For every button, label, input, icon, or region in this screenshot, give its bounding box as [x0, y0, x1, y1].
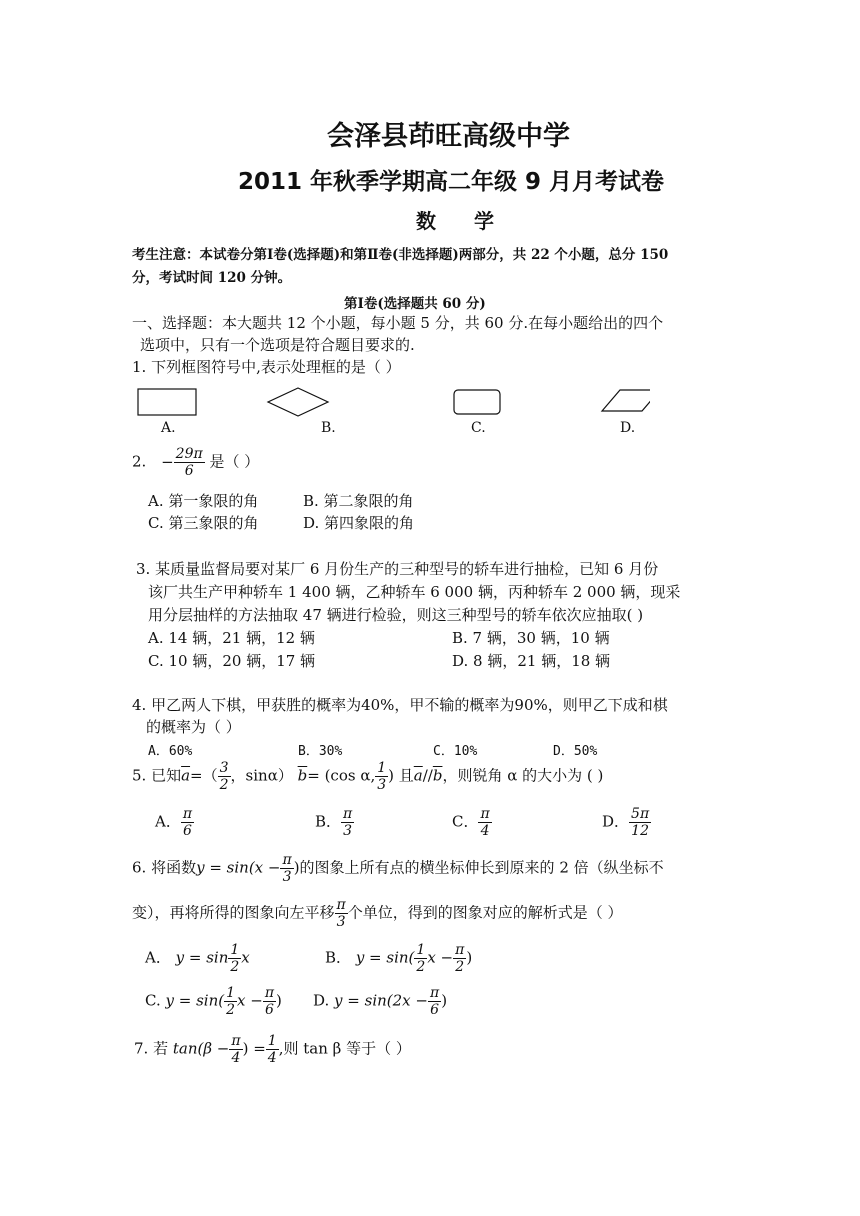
q7-den2: 4 [267, 1050, 277, 1066]
q6-option-a [145, 942, 250, 975]
q6-option-d-num: π [429, 985, 440, 1001]
q6-line2-b: 个单位，得到的图象对应的解析式是（ ） [347, 903, 623, 922]
q5-option-a-num: π [182, 806, 193, 822]
q5-a-tail: ，sinα） [230, 766, 293, 785]
q3-line-1: 3. 某质量监督局要对某厂 6 月份生产的三种型号的轿车进行抽检，已知 6 月份 [136, 560, 659, 578]
q6-mid: 的图象上所有点的横坐标伸长到原来的 2 倍（纵坐标不 [299, 858, 664, 877]
minus-sign: − [161, 452, 174, 471]
q6-option-b [325, 942, 472, 975]
q2-stem [132, 446, 259, 479]
q3-option-a: A. 14 辆，21 辆，12 辆 [148, 629, 315, 647]
q4-line-2: 的概率为（ ） [146, 718, 241, 736]
q5-option-a [155, 806, 194, 839]
rounded-rectangle-icon [454, 390, 500, 414]
q7-mid: ) = [242, 1039, 266, 1058]
q5-option-c-num: π [480, 806, 490, 822]
q4-option-c: C．10% [433, 744, 478, 759]
q5-b-frac-den: 3 [377, 777, 387, 793]
q7-num2: 1 [267, 1033, 277, 1049]
q5-option-c [452, 806, 492, 839]
exam-title: 2011 年秋季学期高二年级 9 月月考试卷 [238, 169, 665, 195]
q2-fraction-denominator: 6 [184, 463, 194, 479]
q6-option-c-mid: x − [237, 991, 263, 1010]
q3-option-b: B. 7 辆，30 辆，10 辆 [452, 629, 610, 647]
q5-lead: 5. 已知 [132, 766, 182, 785]
q6-option-b-den1: 2 [416, 959, 426, 975]
q5-a-frac-num: 3 [219, 760, 229, 776]
q3-option-c: C. 10 辆，20 辆，17 辆 [148, 652, 316, 670]
q2-number: 2. [132, 452, 147, 471]
q5-a-fraction [218, 760, 231, 793]
q1-stem: 1. 下列框图符号中,表示处理框的是（ ） [132, 358, 401, 376]
q4-option-a: A．60% [148, 744, 193, 759]
q6-option-c [145, 985, 282, 1018]
q6-option-b-post: ) [466, 948, 473, 967]
subject-title: 数学 [416, 209, 532, 233]
q6-option-a-num: 1 [230, 942, 240, 958]
q6-func-den: 3 [282, 869, 292, 885]
q5-b-eq: = (cos α, [307, 766, 376, 785]
q5-option-b-num: π [343, 806, 353, 822]
q6-option-c-num1: 1 [226, 985, 236, 1001]
q6-func-num: π [282, 852, 292, 868]
q5-option-b [315, 806, 354, 839]
q5-option-d-den: 12 [631, 823, 649, 839]
vector-a: $\overline{a}$ [181, 766, 191, 785]
q5-stem [132, 760, 603, 793]
q5-option-d [602, 806, 651, 839]
q3-option-d: D. 8 辆，21 辆，18 辆 [452, 652, 611, 670]
q6-shift-den: 3 [336, 914, 346, 930]
q5-a-eq: =（ [190, 766, 218, 785]
notice-line-1: 考生注意：本试卷分第Ⅰ卷(选择题)和第Ⅱ卷(非选择题)两部分，共 22 个小题，总分 150 [132, 247, 669, 263]
school-name: 会泽县茚旺高级中学 [327, 121, 570, 152]
notice-line-2: 分，考试时间 120 分钟。 [132, 270, 292, 286]
q5-option-c-label: C． [452, 812, 479, 831]
parallel-symbol: // [422, 766, 433, 785]
parallelogram-icon [602, 390, 650, 411]
q7-pre: tan(β − [172, 1039, 230, 1058]
q5-b-tail: ) 且 [388, 766, 414, 785]
q5-option-d-num: 5π [631, 806, 650, 822]
q6-function: y = sin(x − [196, 858, 281, 877]
q5-option-c-den: 4 [480, 823, 490, 839]
q6-option-c-num2: π [264, 985, 275, 1001]
q1-option-c-label: C. [471, 420, 486, 436]
q6-option-d [313, 985, 447, 1018]
vector-b: $\overline{b}$ [297, 766, 308, 785]
q5-option-a-label: A． [155, 812, 181, 831]
parallel-vector-a: $\overline{a}$ [413, 766, 423, 785]
q6-option-c-post: ) [276, 991, 282, 1010]
q5-a-frac-den: 2 [219, 777, 229, 793]
q6-line-2 [132, 897, 623, 930]
diamond-icon [268, 388, 328, 416]
section-instruction-1: 一、选择题：本大题共 12 个小题，每小题 5 分，共 60 分.在每小题给出的四个 [132, 314, 664, 332]
q3-line-3: 用分层抽样的方法抽取 47 辆进行检验，则这三种型号的轿车依次应抽取( ) [148, 606, 644, 624]
section-instruction-2: 选项中，只有一个选项是符合题目要求的. [140, 336, 415, 354]
q6-option-d-label: D. [313, 991, 330, 1010]
q7-num1: π [231, 1033, 241, 1049]
q6-line2-a: 变），再将所得的图象向左平移 [132, 903, 335, 922]
q2-tail: 是（ ） [209, 452, 260, 471]
q6-option-d-den: 6 [430, 1002, 440, 1018]
q6-option-a-label: A． [145, 948, 171, 967]
q5-tail: ，则锐角 α 的大小为 ( ) [442, 766, 604, 785]
parallel-vector-b: $\overline{b}$ [432, 766, 443, 785]
q4-line-1: 4. 甲乙两人下棋，甲获胜的概率为40%，甲不输的概率为90%，则甲乙下成和棋 [132, 696, 668, 714]
q5-option-a-den: 6 [182, 823, 192, 839]
q2-option-a: A. 第一象限的角 [148, 492, 259, 510]
q6-option-d-post: ) [441, 991, 448, 1010]
q6-option-a-post: x [241, 948, 250, 967]
q2-option-b: B. 第二象限的角 [303, 492, 414, 510]
q6-option-c-label: C. [145, 991, 161, 1010]
q5-option-d-label: D． [602, 812, 630, 831]
q6-option-b-num1: 1 [416, 942, 426, 958]
q1-option-b-label: B. [321, 420, 336, 436]
q1-option-d-label: D. [620, 420, 636, 436]
q3-line-2: 该厂共生产甲种轿车 1 400 辆，乙种轿车 6 000 辆，丙种轿车 2 000 辆，现采 [148, 583, 681, 601]
q6-lead: 6. 将函数 [132, 858, 197, 877]
q2-option-d: D. 第四象限的角 [303, 514, 415, 532]
q2-fraction [174, 446, 205, 479]
q5-option-b-label: B． [315, 812, 342, 831]
q6-option-b-num2: π [455, 942, 465, 958]
q6-func-close: ) [293, 858, 300, 877]
q6-line-1 [132, 852, 664, 885]
q6-option-c-den1: 2 [226, 1002, 236, 1018]
q7-lead: 7. 若 [134, 1039, 169, 1058]
q6-option-b-pre: y = sin( [355, 948, 415, 967]
q7-den1: 4 [231, 1050, 241, 1066]
q2-option-c: C. 第三象限的角 [148, 514, 259, 532]
q6-option-a-pre: y = sin [175, 948, 229, 967]
q7-tail: ,则 tan β 等于（ ） [278, 1039, 411, 1058]
q1-shapes [130, 385, 650, 419]
q6-option-d-pre: y = sin(2x − [334, 991, 428, 1010]
q6-option-c-pre: y = sin( [165, 991, 225, 1010]
q5-option-b-den: 3 [343, 823, 353, 839]
q6-option-a-den: 2 [230, 959, 240, 975]
q6-option-c-den2: 6 [264, 1002, 274, 1018]
q6-option-b-label: B． [325, 948, 352, 967]
q5-b-frac-num: 1 [377, 760, 387, 776]
q2-fraction-numerator: 29π [175, 446, 203, 462]
q6-option-b-mid: x − [427, 948, 454, 967]
q7-stem [134, 1033, 411, 1066]
q6-shift-num: π [336, 897, 346, 913]
q4-option-b: B．30% [298, 744, 343, 759]
q4-option-d: D．50% [553, 744, 598, 759]
section-title: 第Ⅰ卷(选择题共 60 分) [344, 296, 486, 312]
q1-option-a-label: A. [161, 420, 176, 436]
q5-b-fraction [375, 760, 388, 793]
q6-option-b-den2: 2 [455, 959, 465, 975]
rectangle-icon [138, 389, 196, 415]
